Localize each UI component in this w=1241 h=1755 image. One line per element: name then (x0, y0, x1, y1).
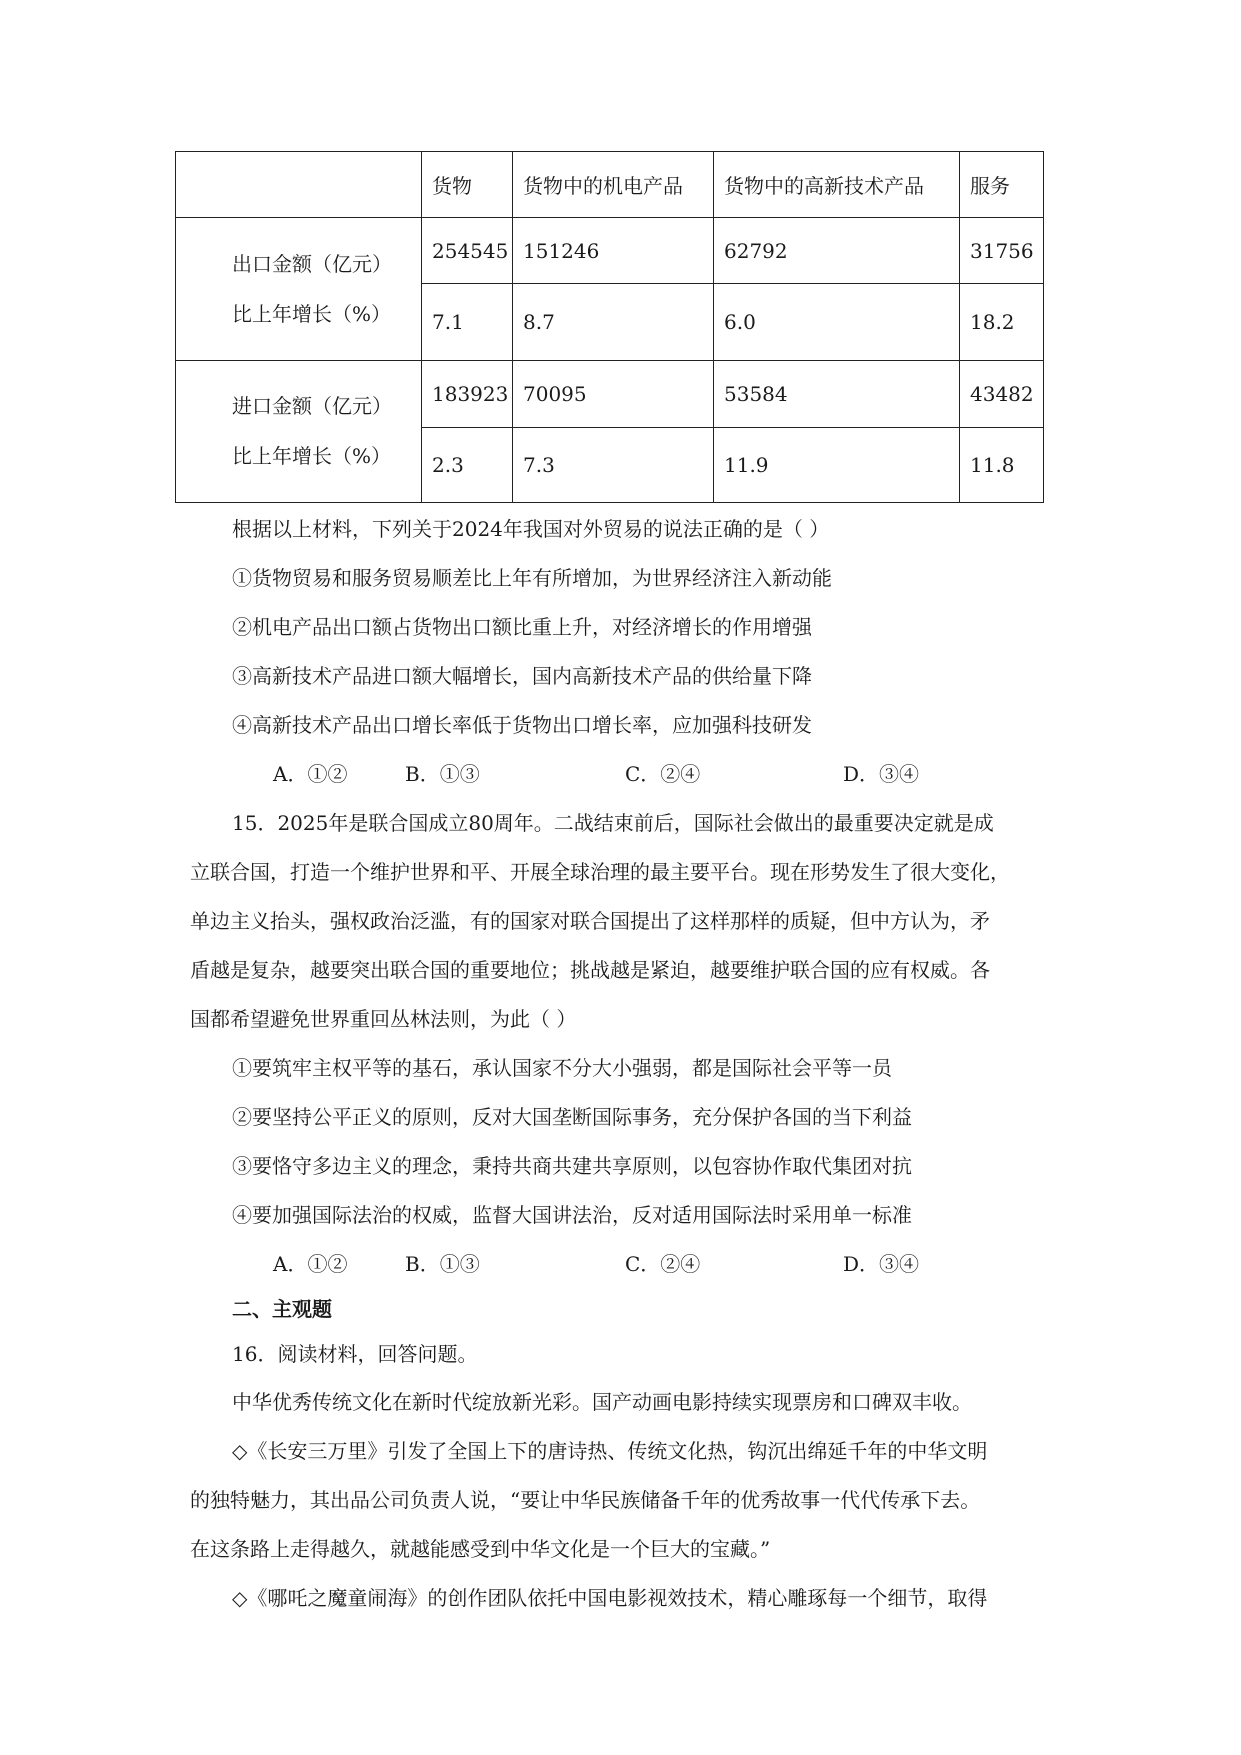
table-header-cell: 服务 (960, 152, 1044, 218)
row-label: 比上年增长（%） (232, 301, 392, 326)
q15-statement-1: ①要筑牢主权平等的基石，承认国家不分大小强弱，都是国际社会平等一员 (232, 1056, 892, 1080)
q14-choice-a[interactable]: A．①② (273, 762, 348, 786)
q16-material-line-5: ◇《哪吒之魔童闹海》的创作团队依托中国电影视效技术，精心雕琢每一个细节，取得 (232, 1586, 988, 1610)
q14-statement-4: ④高新技术产品出口增长率低于货物出口增长率，应加强科技研发 (232, 713, 812, 737)
table-cell: 7.1 (422, 284, 513, 360)
table-header-cell: 货物中的高新技术产品 (714, 152, 960, 218)
q15-statement-3: ③要恪守多边主义的理念，秉持共商共建共享原则，以包容协作取代集团对抗 (232, 1154, 912, 1178)
section-heading: 二、主观题 (232, 1297, 332, 1321)
q15-choice-d[interactable]: D．③④ (843, 1252, 920, 1276)
q16-material-line-2: ◇《长安三万里》引发了全国上下的唐诗热、传统文化热，钩沉出绵延千年的中华文明 (232, 1439, 988, 1463)
table-cell: 151246 (513, 218, 714, 284)
table-cell: 6.0 (714, 284, 960, 360)
table-cell: 18.2 (960, 284, 1044, 360)
q16-material-line-1: 中华优秀传统文化在新时代绽放新光彩。国产动画电影持续实现票房和口碑双丰收。 (232, 1390, 972, 1414)
q15-choice-b[interactable]: B．①③ (405, 1252, 480, 1276)
table-cell: 62792 (714, 218, 960, 284)
row-label: 比上年增长（%） (232, 444, 392, 469)
q14-statement-3: ③高新技术产品进口额大幅增长，国内高新技术产品的供给量下降 (232, 664, 812, 688)
import-row-labels (176, 360, 422, 502)
table-cell: 53584 (714, 360, 960, 427)
table-cell: 254545 (422, 218, 513, 284)
q14-choice-d[interactable]: D．③④ (843, 762, 920, 786)
q15-choice-c[interactable]: C．②④ (625, 1252, 701, 1276)
table-cell: 11.9 (714, 427, 960, 502)
q14-statement-2: ②机电产品出口额占货物出口额比重上升，对经济增长的作用增强 (232, 615, 812, 639)
export-row-labels (176, 218, 422, 360)
q16-material-line-4: 在这条路上走得越久，就越能感受到中华文化是一个巨大的宝藏。” (190, 1537, 771, 1561)
q14-statement-1: ①货物贸易和服务贸易顺差比上年有所增加，为世界经济注入新动能 (232, 566, 832, 590)
table-header-cell (176, 152, 422, 218)
row-label: 出口金额（亿元） (232, 251, 392, 276)
table-cell: 2.3 (422, 427, 513, 502)
q15-line-4: 盾越是复杂，越要突出联合国的重要地位；挑战越是紧迫，越要维护联合国的应有权威。各 (190, 958, 990, 982)
trade-table (175, 151, 1044, 503)
q16-material-line-3: 的独特魅力，其出品公司负责人说，“要让中华民族储备千年的优秀故事一代代传承下去。 (190, 1488, 981, 1512)
q14-choice-c[interactable]: C．②④ (625, 762, 701, 786)
table-header-row (176, 152, 1044, 218)
q15-line-2: 立联合国，打造一个维护世界和平、开展全球治理的最主要平台。现在形势发生了很大变化， (190, 860, 1010, 884)
q15-statement-2: ②要坚持公平正义的原则，反对大国垄断国际事务，充分保护各国的当下利益 (232, 1105, 912, 1129)
table-cell: 11.8 (960, 427, 1044, 502)
table-cell: 31756 (960, 218, 1044, 284)
q15-line-5: 国都希望避免世界重回丛林法则，为此（ ） (190, 1007, 577, 1031)
q15-line-1: 15．2025年是联合国成立80周年。二战结束前后，国际社会做出的最重要决定就是成 (232, 811, 994, 835)
table-header-cell: 货物 (422, 152, 513, 218)
q15-statement-4: ④要加强国际法治的权威，监督大国讲法治，反对适用国际法时采用单一标准 (232, 1203, 912, 1227)
table-header-cell: 货物中的机电产品 (513, 152, 714, 218)
q15-choice-a[interactable]: A．①② (273, 1252, 348, 1276)
q14-choice-b[interactable]: B．①③ (405, 762, 480, 786)
table-cell: 43482 (960, 360, 1044, 427)
table-cell: 7.3 (513, 427, 714, 502)
q15-line-3: 单边主义抬头，强权政治泛滥，有的国家对联合国提出了这样那样的质疑，但中方认为，矛 (190, 909, 990, 933)
table-row-import-amount (176, 360, 1044, 427)
table-cell: 8.7 (513, 284, 714, 360)
q14-choices (0, 762, 1241, 786)
table-cell: 183923 (422, 360, 513, 427)
q15-choices (0, 1252, 1241, 1276)
table-cell: 70095 (513, 360, 714, 427)
table-row-export-amount (176, 218, 1044, 284)
q14-prompt: 根据以上材料，下列关于2024年我国对外贸易的说法正确的是（ ） (232, 517, 830, 541)
q16-title: 16．阅读材料，回答问题。 (232, 1342, 478, 1366)
row-label: 进口金额（亿元） (232, 394, 392, 419)
